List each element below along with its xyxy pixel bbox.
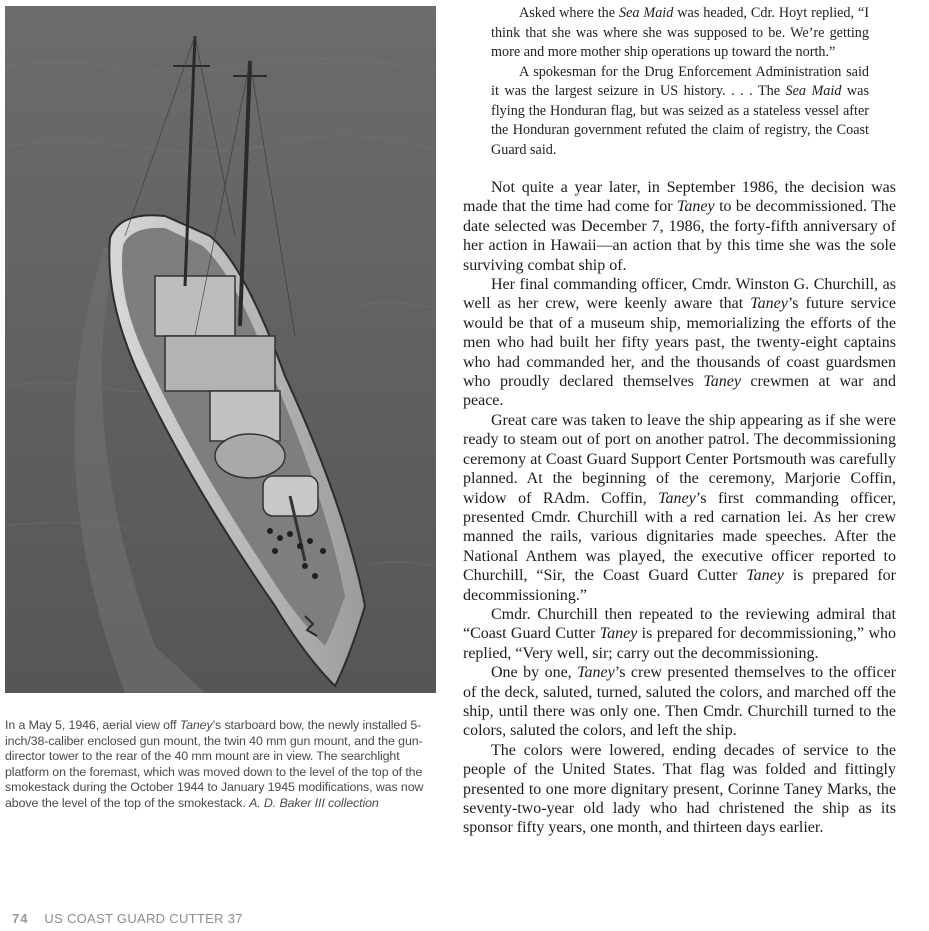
italic-text: Taney [746,567,784,585]
text-run: The colors were lowered, ending decades of service to the people of the United States. That flag was folded and fittingly presented to one more dignitary present, Corinne Taney Marks, the seventy-two-year old lady who had christened the ship as its sponsor fifty years, one month, and thirteen days earlier. [463,741,896,837]
italic-text: Taney [599,625,638,643]
text-run: ’s starboard bow, the newly installed 5-inch/38-caliber enclosed gun mount, the twin 40 mm gun mount, and the gun-director tower to the rear of the 40 mm mount are in view. The searchlight platform on the foremast, which was moved down to the level of the top of the smokestack during the October 1944 to January 1945 modifications, was now above the level of the top of the smokestack. [5,718,424,810]
block-quote [491,4,869,160]
body-paragraph [463,605,896,663]
text-run: to be decommissioned. The date selected was December 7, 1986, the forty-fifth anniversary of her action in Hawaii—an action that by this time she was the sole surviving combat ship of. [463,198,897,274]
italic-text: Sea Maid [785,83,842,99]
text-run: crewmen at war and peace. [463,373,896,410]
body-paragraph [463,411,896,605]
body-paragraph [463,178,896,275]
text-run: One by one, [491,664,578,682]
page-footer [12,911,243,926]
text-run: is prepared for decommissioning,” who replied, “Very well, sir; carry out the decommissioning. [463,625,896,662]
italic-text: Sea Maid [619,5,674,21]
text-run: Not quite a year later, in September 1986, the decision was made that the time had come for [463,179,896,216]
body-paragraph [463,275,896,411]
ship-illustration [5,6,436,693]
text-run: Great care was taken to leave the ship appearing as if she were ready to steam out of port on another patrol. The decommissioning ceremony at Coast Guard Support Center Portsmouth was carefully planned. At the beginning of the ceremony, Marjorie Coffin, widow of RAdm. Coffin, [463,411,896,507]
running-title: US COAST GUARD CUTTER 37 [44,911,243,926]
text-run: was headed, Cdr. Hoyt replied, “I think that she was where she was supposed to be. We’re getting more and more mother ship operations up toward the north.” [491,5,870,60]
photo-caption [5,718,433,812]
text-run: Cmdr. Churchill then repeated to the reviewing admiral that “Coast Guard Cutter [463,605,896,643]
text-run: Asked where the [519,5,619,21]
body-text [463,178,896,838]
italic-text: Taney [750,295,788,313]
text-run: In a May 5, 1946, aerial view off [5,718,180,732]
italic-text: Taney [577,664,615,682]
body-paragraph [463,663,896,741]
page-number: 74 [12,911,29,926]
text-run: ’s crew presented themselves to the officer of the deck, saluted, turned, saluted the colors, and marched off the ship, until there was only one. Then Cmdr. Churchill turned to the colors, saluted the colors, and left the ship. [463,664,896,740]
ship-photo [5,6,436,693]
text-run: Her final commanding officer, Cmdr. Winston G. Churchill, as well as her crew, were keenly aware that [463,276,896,313]
italic-text: Taney [179,718,213,732]
text-run: is prepared for decommissioning.” [463,567,896,604]
italic-text: A. D. Baker III collection [249,795,379,810]
italic-text: Taney [703,373,741,391]
body-paragraph [463,741,896,838]
quote-paragraph [491,4,869,63]
text-run: was flying the Honduran flag, but was seized as a stateless vessel after the Honduran government refuted the claim of registry, the Coast Guard said. [491,83,869,158]
quote-paragraph [491,63,869,161]
text-run: ’s first commanding officer, presented Cmdr. Churchill with a red carnation lei. As her crew manned the rails, various dignitaries made speeches. After the National Anthem was played, the executive officer reported to Churchill, “Sir, the Coast Guard Cutter [463,489,897,585]
italic-text: Taney [658,489,696,507]
italic-text: Taney [677,198,715,216]
text-run: A spokesman for the Drug Enforcement Administration said it was the largest seizure in US history. . . . The [491,63,869,99]
text-run: ’s future service would be that of a museum ship, memorializing the efforts of the men who had built her fifty years past, the twenty-eight captains who had commanded her, and the thousands of coast guardsmen who proudly declared themselves [463,295,897,391]
